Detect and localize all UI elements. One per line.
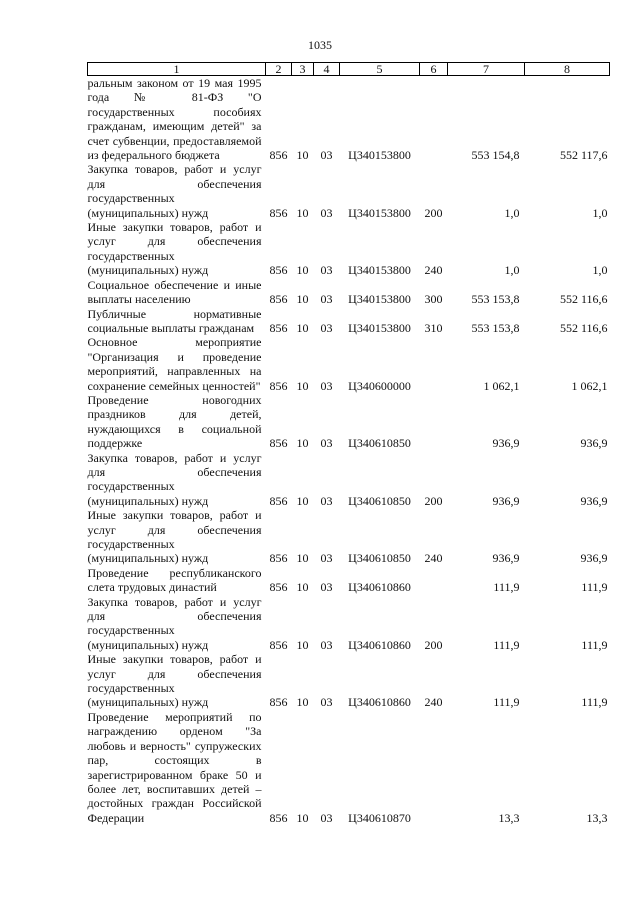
section-code: 10 [296, 205, 309, 220]
amount-year-2: 552 117,6 [559, 148, 608, 163]
ministry-code: 856 [269, 637, 288, 652]
column-header: 6 [420, 63, 448, 76]
column-header: 3 [292, 63, 314, 76]
column-header: 8 [525, 63, 610, 76]
amount-year-2: 111,9 [581, 580, 608, 595]
amount-year-1: 1 062,1 [483, 378, 520, 393]
subsection-code: 03 [320, 493, 333, 508]
amount-year-1: 936,9 [492, 551, 520, 566]
target-article-code: Ц340610850 [348, 551, 411, 566]
expense-type-code: 240 [424, 263, 443, 278]
amount-year-1: 111,9 [493, 695, 520, 710]
column-header: 4 [314, 63, 340, 76]
section-code: 10 [296, 551, 309, 566]
ministry-code: 856 [269, 263, 288, 278]
subsection-code: 03 [320, 637, 333, 652]
section-code: 10 [296, 378, 309, 393]
table-row [88, 220, 610, 278]
ministry-code: 856 [269, 810, 288, 825]
table-row [88, 508, 610, 566]
amount-year-1: 13,3 [498, 810, 520, 825]
section-code: 10 [296, 810, 309, 825]
target-article-code: Ц340610850 [348, 436, 411, 451]
target-article-code: Ц340153800 [348, 320, 411, 335]
page-number: 1035 [308, 38, 332, 52]
row-description: Закупка товаров, работ и услуг для обеспечения государственных (муниципальных) нужд [87, 162, 262, 220]
amount-year-1: 936,9 [492, 436, 520, 451]
row-description: Социальное обеспечение и иные выплаты населению [87, 277, 262, 307]
row-description: Проведение республиканского слета трудовых династий [87, 565, 262, 595]
target-article-code: Ц340153800 [348, 292, 411, 307]
expense-type-code [420, 566, 448, 595]
subsection-code: 03 [320, 436, 333, 451]
ministry-code: 856 [269, 436, 288, 451]
column-header: 1 [88, 63, 266, 76]
table-row [88, 652, 610, 710]
amount-year-2: 111,9 [581, 695, 608, 710]
table-row [88, 335, 610, 393]
expense-type-code: 200 [424, 205, 443, 220]
table-row [88, 595, 610, 653]
row-description: Закупка товаров, работ и услуг для обеспечения государственных (муниципальных) нужд [87, 594, 262, 652]
table-row [88, 451, 610, 509]
column-header: 7 [448, 63, 525, 76]
expense-type-code [420, 393, 448, 451]
table-header [88, 63, 610, 76]
amount-year-1: 936,9 [492, 493, 520, 508]
subsection-code: 03 [320, 263, 333, 278]
subsection-code: 03 [320, 320, 333, 335]
expense-type-code [420, 710, 448, 825]
target-article-code: Ц340600000 [348, 378, 411, 393]
amount-year-2: 1 062,1 [571, 378, 608, 393]
ministry-code: 856 [269, 580, 288, 595]
table-row [88, 393, 610, 451]
header-row [88, 63, 610, 76]
table-row [88, 76, 610, 163]
amount-year-2: 552 116,6 [559, 292, 608, 307]
section-code: 10 [296, 580, 309, 595]
row-description: ральным законом от 19 мая 1995 года № 81-ФЗ "О государственных пособиях гражданам, имеющим детей" за счет субвенции, предоставляемой из федерального бюджета [87, 76, 262, 163]
subsection-code: 03 [320, 810, 333, 825]
subsection-code: 03 [320, 551, 333, 566]
ministry-code: 856 [269, 148, 288, 163]
target-article-code: Ц340153800 [348, 263, 411, 278]
row-description: Закупка товаров, работ и услуг для обеспечения государственных (муниципальных) нужд [87, 450, 262, 508]
subsection-code: 03 [320, 292, 333, 307]
amount-year-1: 111,9 [493, 637, 520, 652]
row-description: Иные закупки товаров, работ и услуг для обеспечения государственных (муниципальных) нужд [87, 220, 262, 278]
subsection-code: 03 [320, 695, 333, 710]
expense-type-code: 240 [424, 695, 443, 710]
section-code: 10 [296, 695, 309, 710]
target-article-code: Ц340610860 [348, 580, 411, 595]
target-article-code: Ц340153800 [348, 148, 411, 163]
expense-type-code: 310 [424, 320, 443, 335]
budget-table [87, 62, 610, 825]
amount-year-2: 111,9 [581, 637, 608, 652]
expense-type-code [420, 76, 448, 163]
amount-year-2: 936,9 [580, 551, 608, 566]
section-code: 10 [296, 436, 309, 451]
amount-year-2: 552 116,6 [559, 320, 608, 335]
section-code: 10 [296, 493, 309, 508]
amount-year-2: 13,3 [586, 810, 608, 825]
expense-type-code [420, 335, 448, 393]
target-article-code: Ц340153800 [348, 205, 411, 220]
amount-year-1: 1,0 [504, 205, 520, 220]
amount-year-2: 1,0 [592, 205, 608, 220]
table-row [88, 566, 610, 595]
target-article-code: Ц340610860 [348, 695, 411, 710]
subsection-code: 03 [320, 378, 333, 393]
row-description: Иные закупки товаров, работ и услуг для обеспечения государственных (муниципальных) нужд [87, 652, 262, 710]
amount-year-1: 553 153,8 [471, 292, 520, 307]
expense-type-code: 240 [424, 551, 443, 566]
ministry-code: 856 [269, 205, 288, 220]
amount-year-2: 936,9 [580, 493, 608, 508]
amount-year-1: 553 154,8 [471, 148, 520, 163]
table-row [88, 278, 610, 307]
table-body [88, 76, 610, 826]
ministry-code: 856 [269, 320, 288, 335]
section-code: 10 [296, 292, 309, 307]
amount-year-1: 1,0 [504, 263, 520, 278]
expense-type-code: 200 [424, 493, 443, 508]
table-row [88, 307, 610, 336]
table-row [88, 162, 610, 220]
row-description: Иные закупки товаров, работ и услуг для обеспечения государственных (муниципальных) нужд [87, 508, 262, 566]
expense-type-code: 300 [424, 292, 443, 307]
table-row [88, 710, 610, 825]
row-description: Основное мероприятие "Организация и проведение мероприятий, направленных на сохранение семейных ценностей" [87, 335, 262, 393]
amount-year-2: 1,0 [592, 263, 608, 278]
amount-year-2: 936,9 [580, 436, 608, 451]
subsection-code: 03 [320, 580, 333, 595]
section-code: 10 [296, 263, 309, 278]
column-header: 5 [340, 63, 420, 76]
row-description: Публичные нормативные социальные выплаты гражданам [87, 306, 262, 335]
subsection-code: 03 [320, 148, 333, 163]
section-code: 10 [296, 148, 309, 163]
subsection-code: 03 [320, 205, 333, 220]
amount-year-1: 111,9 [493, 580, 520, 595]
ministry-code: 856 [269, 292, 288, 307]
target-article-code: Ц340610850 [348, 493, 411, 508]
row-description: Проведение новогодних праздников для детей, нуждающихся в социальной поддержке [87, 392, 262, 451]
target-article-code: Ц340610860 [348, 637, 411, 652]
ministry-code: 856 [269, 378, 288, 393]
section-code: 10 [296, 320, 309, 335]
row-description: Проведение мероприятий по награждению орденом "За любовь и верность" супружеских пар, состоящих в зарегистрированном браке 50 и более лет, воспитавших детей – достойных граждан Российской Федерации [87, 709, 262, 825]
ministry-code: 856 [269, 493, 288, 508]
target-article-code: Ц340610870 [348, 810, 411, 825]
amount-year-1: 553 153,8 [471, 320, 520, 335]
expense-type-code: 200 [424, 637, 443, 652]
ministry-code: 856 [269, 551, 288, 566]
section-code: 10 [296, 637, 309, 652]
column-header: 2 [266, 63, 292, 76]
ministry-code: 856 [269, 695, 288, 710]
